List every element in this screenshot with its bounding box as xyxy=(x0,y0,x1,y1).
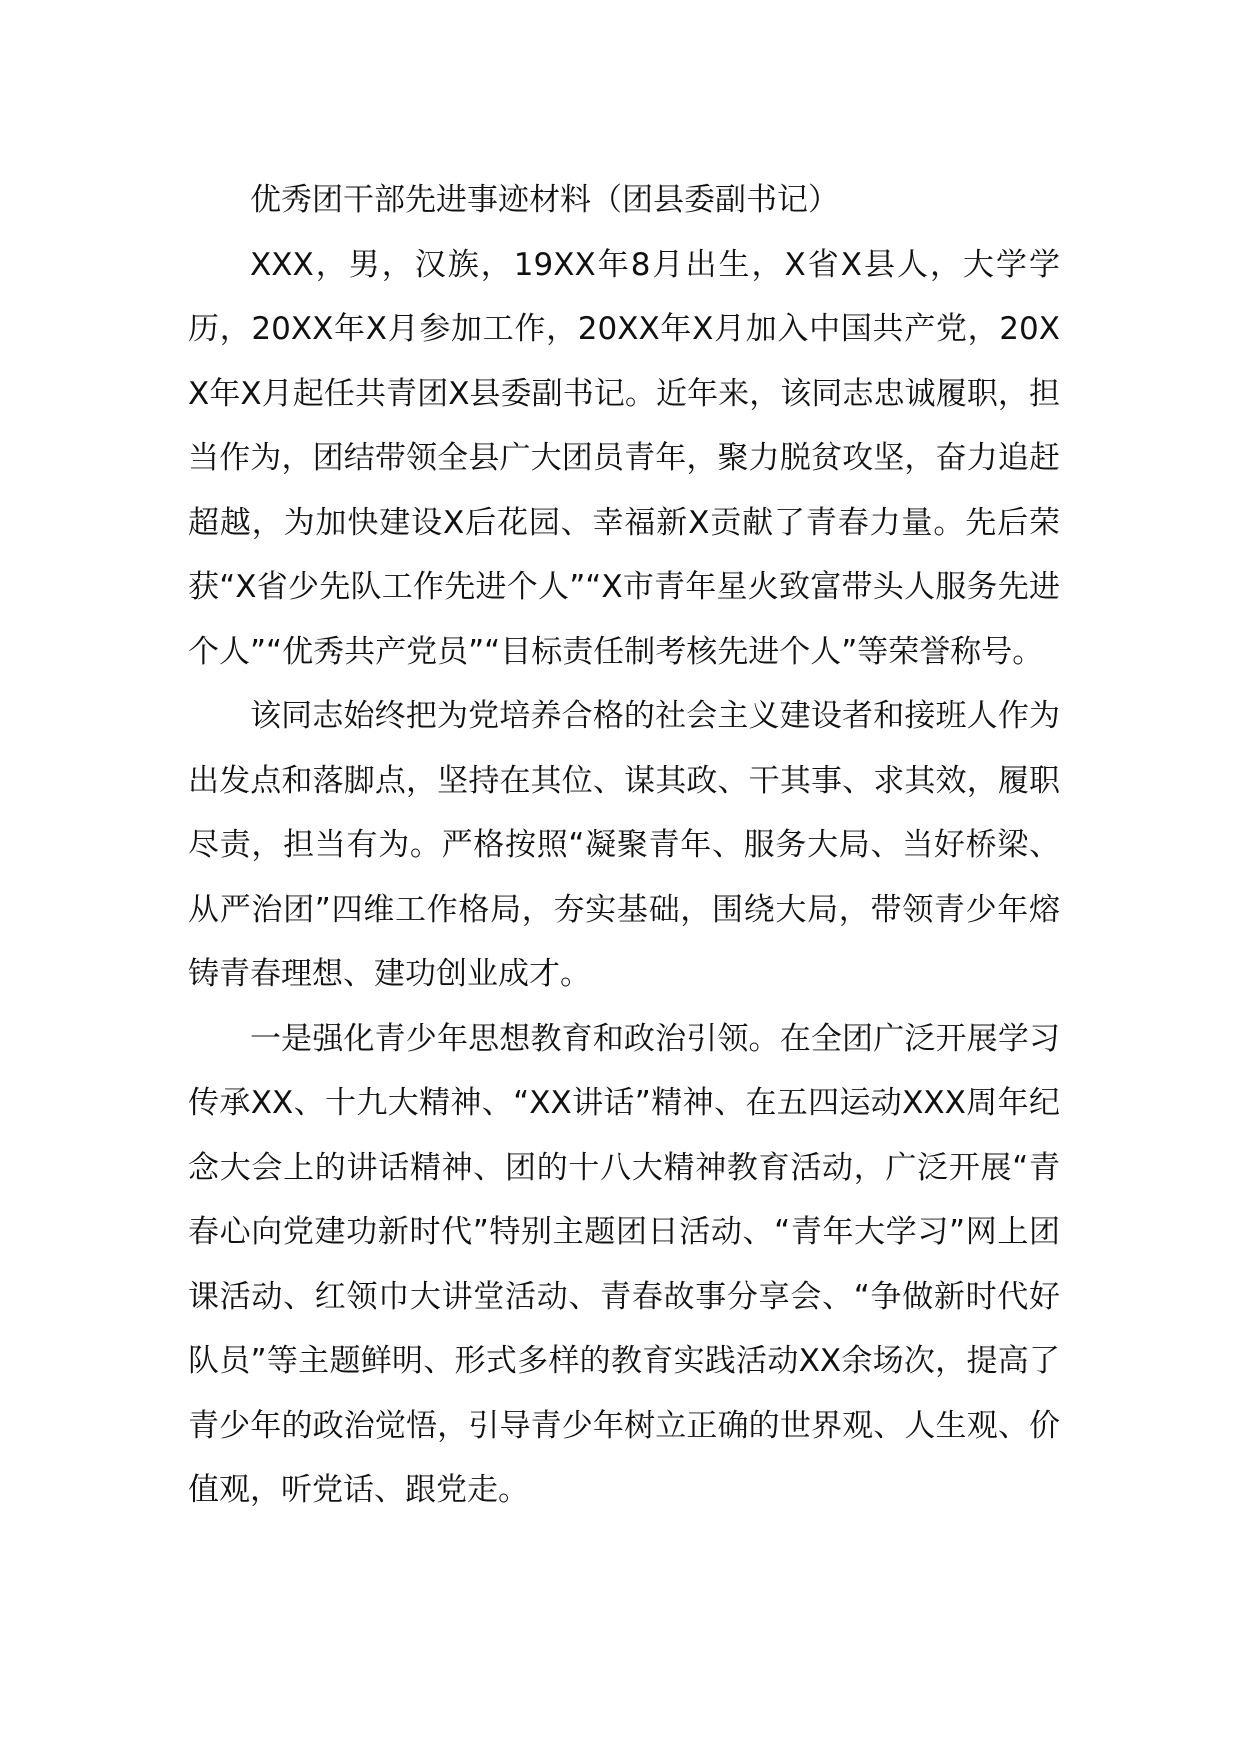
document-title: 优秀团干部先进事迹材料（团县委副书记） xyxy=(250,182,839,218)
paragraph-education: 一是强化青少年思想教育和政治引领。在全团广泛开展学习传承XX、十九大精神、“XX讲话”精神、在五四运动XXX周年纪念大会上的讲话精神、团的十八大精神教育活动，广泛开展“青春心向党建功新时代”特别主题团日活动、“青年大学习”网上团课活动、红领巾大讲堂活动、青春故事分享会、“争做新时代好队员”等主题鲜明、形式多样的教育实践活动XX余场次，提高了青少年的政治觉悟，引导青少年树立正确的世界观、人生观、价值观，听党话、跟党走。 xyxy=(188,1020,1060,1508)
paragraph-overview: 该同志始终把为党培养合格的社会主义建设者和接班人作为出发点和落脚点，坚持在其位、谋其政、干其事、求其效，履职尽责，担当有为。严格按照“凝聚青年、服务大局、当好桥梁、从严治团”四维工作格局，夯实基础，围绕大局，带领青少年熔铸青春理想、建功创业成才。 xyxy=(188,698,1060,992)
paragraph-profile: XXX，男，汉族，19XX年8月出生，X省X县人，大学学历，20XX年X月参加工作，20XX年X月加入中国共产党，20XX年X月起任共青团X县委副书记。近年来，该同志忠诚履职，担当作为，团结带领全县广大团员青年，聚力脱贫攻坚，奋力追赶超越，为加快建设X后花园、幸福新X贡献了青春力量。先后荣获“X省少先队工作先进个人”“X市青年星火致富带头人服务先进个人”“优秀共产党员”“目标责任制考核先进个人”等荣誉称号。 xyxy=(188,246,1060,670)
document-body xyxy=(188,168,1060,1523)
